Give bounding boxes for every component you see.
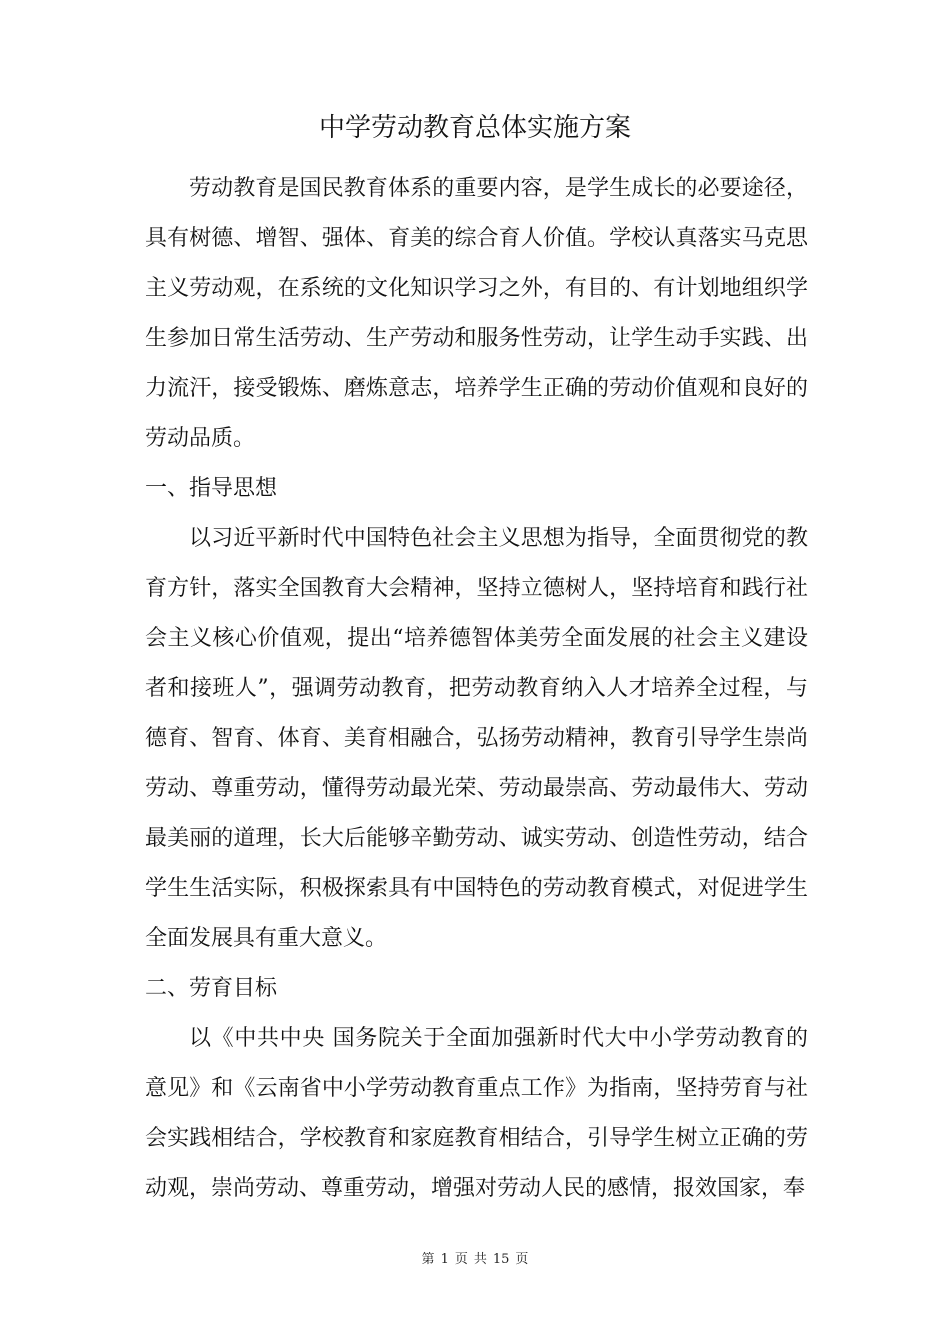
footer-prefix: 第 bbox=[421, 1252, 435, 1267]
section-paragraph-labor-goals: 以《中共中央 国务院关于全面加强新时代大中小学劳动教育的意见》和《云南省中小学劳动教育重点工作》为指南，坚持劳育与社会实践相结合，学校教育和家庭教育相结合，引导学生树立正确的劳动观，崇尚劳动、尊重劳动，增强对劳动人民的感情，报效国家，奉 bbox=[145, 1026, 808, 1201]
intro-paragraph: 劳动教育是国民教育体系的重要内容，是学生成长的必要途径，具有树德、增智、强体、育美的综合育人价值。学校认真落实马克思主义劳动观，在系统的文化知识学习之外，有目的、有计划地组织学生参加日常生活劳动、生产劳动和服务性劳动，让学生动手实践、出力流汗，接受锻炼、磨炼意志，培养学生正确的劳动价值观和良好的劳动品质。 bbox=[145, 176, 808, 451]
document-title: 中学劳动教育总体实施方案 bbox=[318, 113, 631, 143]
section-heading-labor-goals: 二、劳育目标 bbox=[145, 976, 278, 1001]
footer-page-unit: 页 bbox=[454, 1252, 468, 1267]
footer-total-pages: 15 bbox=[492, 1252, 510, 1267]
document-body bbox=[145, 164, 808, 1214]
footer-total-unit: 页 bbox=[515, 1252, 529, 1267]
page-footer bbox=[0, 1250, 950, 1270]
footer-total-prefix: 共 bbox=[473, 1252, 487, 1267]
footer-page-number: 1 bbox=[440, 1252, 449, 1267]
section-paragraph-guiding-ideology: 以习近平新时代中国特色社会主义思想为指导，全面贯彻党的教育方针，落实全国教育大会精神，坚持立德树人，坚持培育和践行社会主义核心价值观，提出“培养德智体美劳全面发展的社会主义建设者和接班人”，强调劳动教育，把劳动教育纳入人才培养全过程，与德育、智育、体育、美育相融合，弘扬劳动精神，教育引导学生崇尚劳动、尊重劳动，懂得劳动最光荣、劳动最崇高、劳动最伟大、劳动最美丽的道理，长大后能够辛勤劳动、诚实劳动、创造性劳动，结合学生生活实际，积极探索具有中国特色的劳动教育模式，对促进学生全面发展具有重大意义。 bbox=[145, 526, 808, 951]
section-heading-guiding-ideology: 一、指导思想 bbox=[145, 476, 278, 501]
